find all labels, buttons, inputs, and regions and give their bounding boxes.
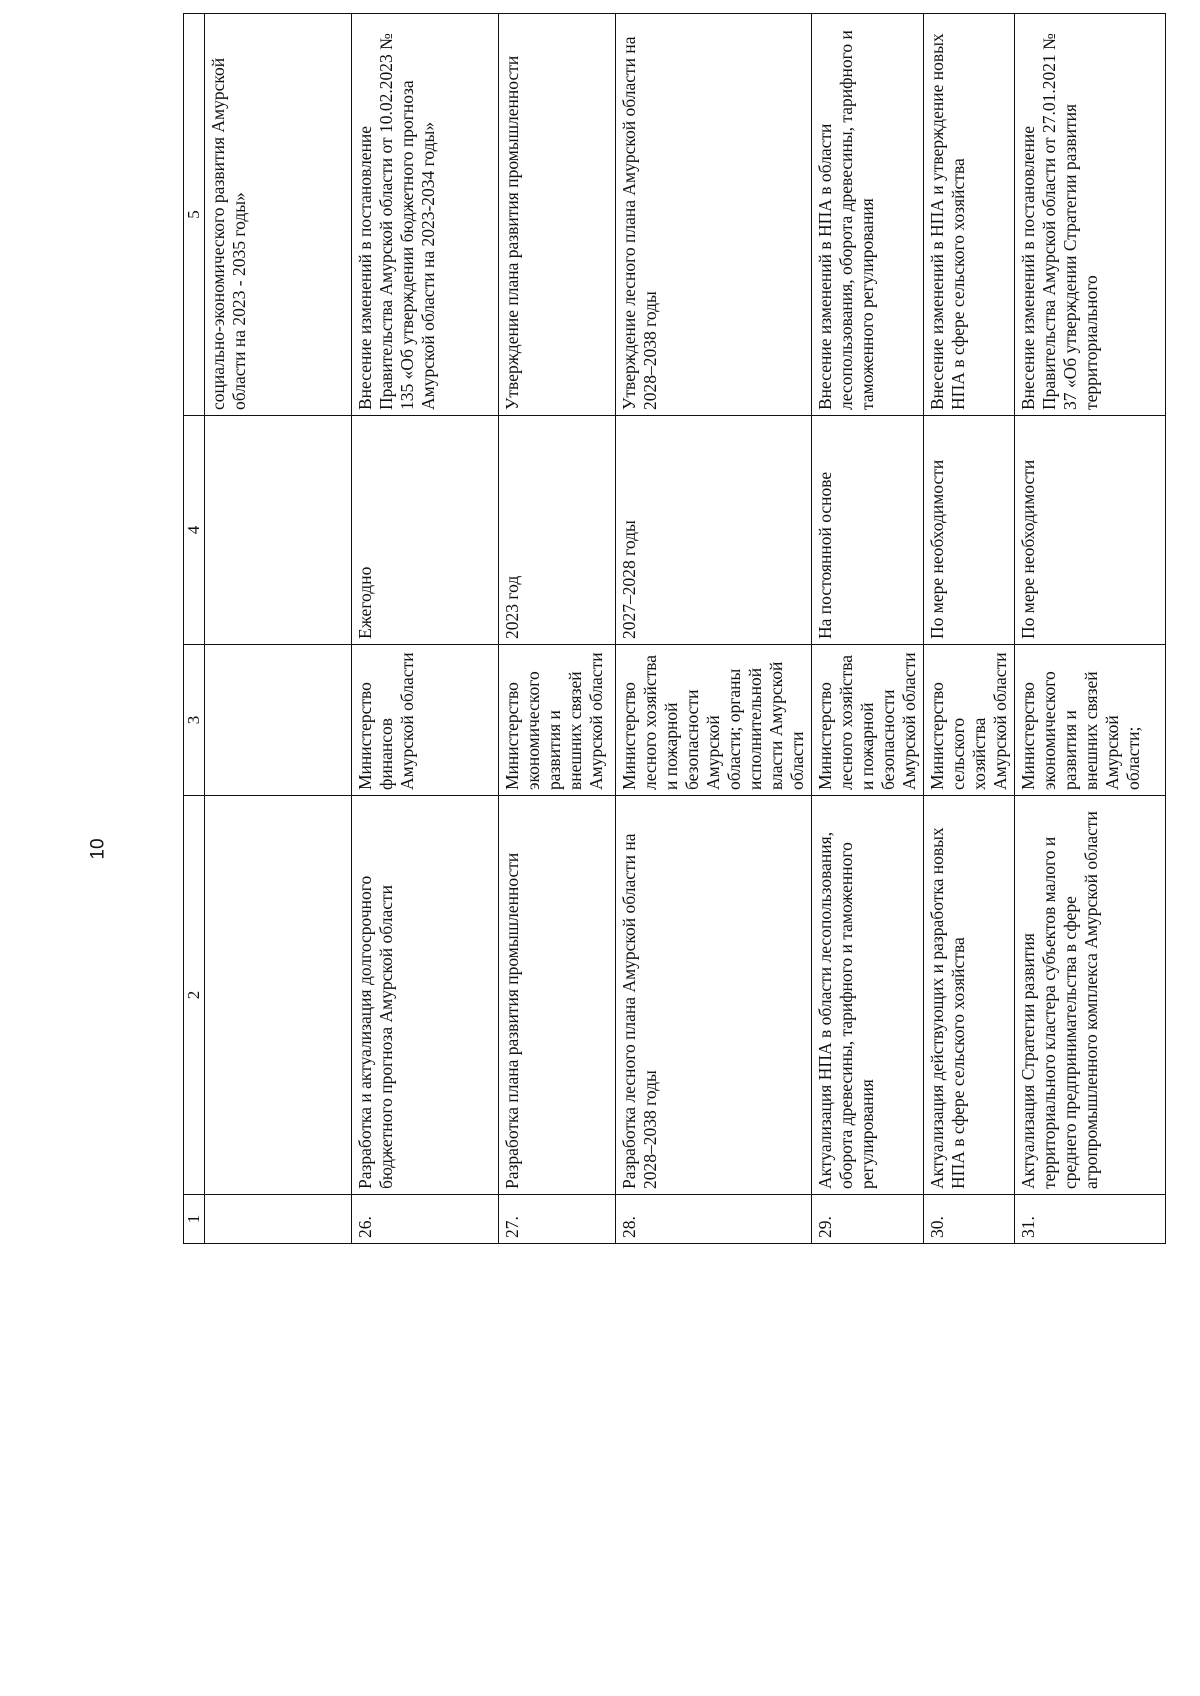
- responsible-cell: Министерство экономического развития и внешних связей Амурской области: [499, 645, 616, 796]
- header-col-3: 3: [184, 645, 205, 796]
- header-col-2: 2: [184, 796, 205, 1195]
- header-col-1: 1: [184, 1195, 205, 1244]
- table-row: [1015, 14, 1166, 1244]
- activity-cell: Актуализация НПА в области лесопользования, оборота древесины, тарифного и таможенного регулирования: [812, 796, 924, 1195]
- activity-cell: Разработка лесного плана Амурской области на 2028–2038 годы: [616, 796, 812, 1195]
- result-cell: социально-экономического развития Амурской области на 2023 - 2035 годы»: [205, 14, 352, 416]
- table-row: [352, 14, 499, 1244]
- activity-cell: Разработка плана развития промышленности: [499, 796, 616, 1195]
- result-cell: Внесение изменений в НПА в области лесопользования, оборота древесины, тарифного и таможенного регулирования: [812, 14, 924, 416]
- responsible-cell: [205, 645, 352, 796]
- result-cell: Внесение изменений в НПА и утверждение новых НПА в сфере сельского хозяйства: [924, 14, 1015, 416]
- activity-cell: Актуализация Стратегии развития территориального кластера субъектов малого и среднего предпринимательства в сфере агропромышленного комплекса Амурской области: [1015, 796, 1166, 1195]
- row-number: 28.: [616, 1195, 812, 1244]
- row-number: 26.: [352, 1195, 499, 1244]
- table-container: [183, 30, 1145, 1244]
- deadline-cell: На постоянной основе: [812, 416, 924, 645]
- result-cell: Утверждение лесного плана Амурской области на 2028–2038 годы: [616, 14, 812, 416]
- table-row: [616, 14, 812, 1244]
- responsible-cell: Министерство финансов Амурской области: [352, 645, 499, 796]
- responsible-cell: Министерство экономического развития и внешних связей Амурской области;: [1015, 645, 1166, 796]
- deadline-cell: [205, 416, 352, 645]
- activity-cell: Разработка и актуализация долгосрочного бюджетного прогноза Амурской области: [352, 796, 499, 1195]
- deadline-cell: По мере необходимости: [1015, 416, 1166, 645]
- row-number: 29.: [812, 1195, 924, 1244]
- row-number: 30.: [924, 1195, 1015, 1244]
- table-row: [924, 14, 1015, 1244]
- header-row: [184, 14, 205, 1244]
- responsible-cell: Министерство лесного хозяйства и пожарной безопасности Амурской области; органы исполнительной власти Амурской области: [616, 645, 812, 796]
- rotated-table-frame: [183, 30, 1145, 1244]
- table-row: [205, 14, 352, 1244]
- responsible-cell: Министерство лесного хозяйства и пожарной безопасности Амурской области: [812, 645, 924, 796]
- page-number: 10: [87, 838, 109, 860]
- responsible-cell: Министерство сельского хозяйства Амурской области: [924, 645, 1015, 796]
- measures-table: [183, 13, 1166, 1244]
- header-col-4: 4: [184, 416, 205, 645]
- deadline-cell: По мере необходимости: [924, 416, 1015, 645]
- result-cell: Утверждение плана развития промышленности: [499, 14, 616, 416]
- deadline-cell: 2027–2028 годы: [616, 416, 812, 645]
- row-number: 31.: [1015, 1195, 1166, 1244]
- header-col-5: 5: [184, 14, 205, 416]
- row-number: 27.: [499, 1195, 616, 1244]
- result-cell: Внесение изменений в постановление Правительства Амурской области от 27.01.2021 № 37 «Об утверждении Стратегии развития территориального: [1015, 14, 1166, 416]
- table-row: [812, 14, 924, 1244]
- result-cell: Внесение изменений в постановление Правительства Амурской области от 10.02.2023 № 135 «Об утверждении бюджетного прогноза Амурской области на 2023-2034 годы»: [352, 14, 499, 416]
- row-number: [205, 1195, 352, 1244]
- activity-cell: [205, 796, 352, 1195]
- table-row: [499, 14, 616, 1244]
- deadline-cell: Ежегодно: [352, 416, 499, 645]
- deadline-cell: 2023 год: [499, 416, 616, 645]
- activity-cell: Актуализация действующих и разработка новых НПА в сфере сельского хозяйства: [924, 796, 1015, 1195]
